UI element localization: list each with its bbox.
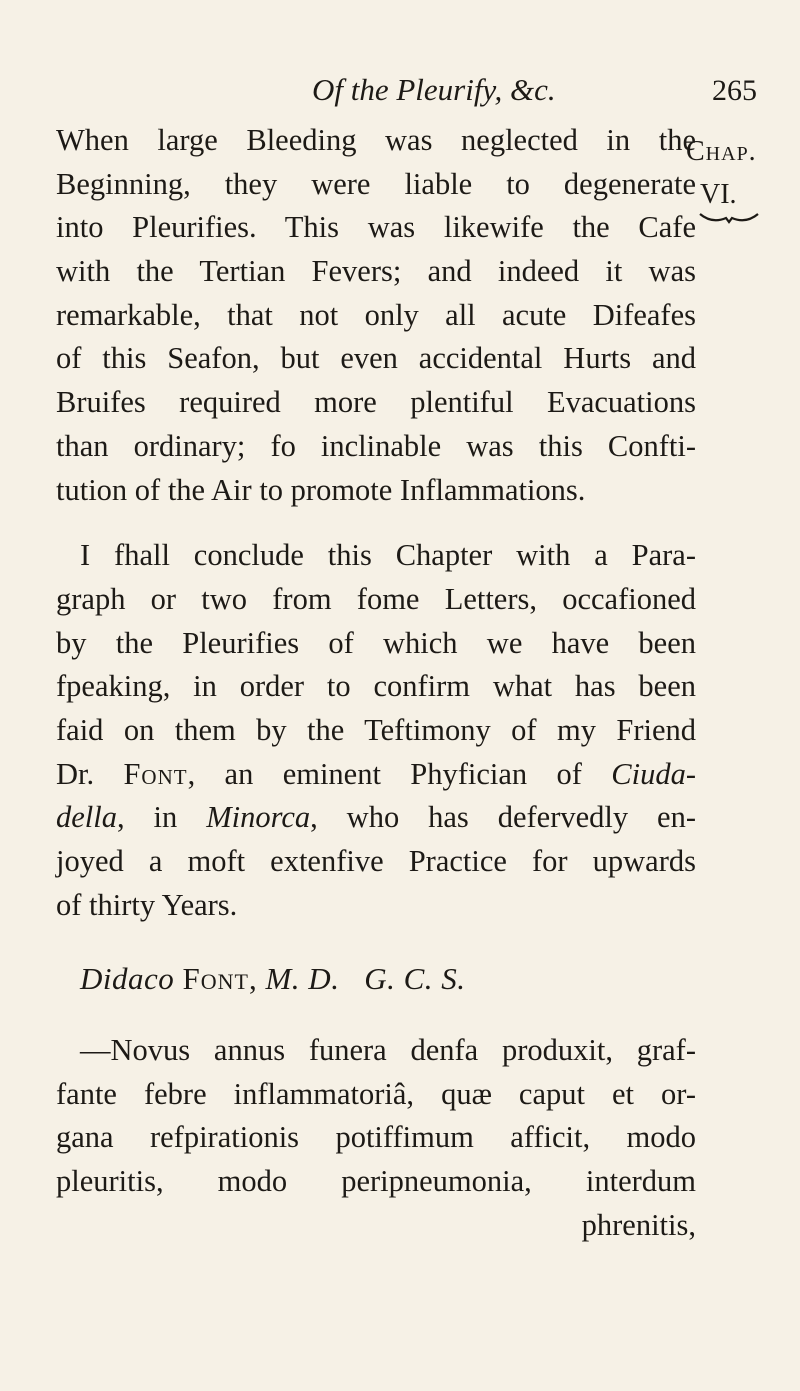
chapter-number: VI.: [700, 179, 737, 210]
place-name: Minorca: [206, 800, 311, 835]
paragraph-gap: [56, 512, 696, 534]
text-line: joyed a moft extenfive Practice for upwards: [56, 844, 696, 878]
chapter-label: Chap.: [686, 136, 757, 167]
text-segment: Dr.: [56, 756, 124, 791]
text-line: gana refpirationis potiffimum afficit, modo: [56, 1120, 696, 1155]
text-segment: , in: [117, 800, 207, 835]
signature-titles: M. D. G. C. S.: [265, 961, 466, 997]
paragraph-gap: [56, 927, 696, 957]
text-line: Bruifes required more plentiful Evacuations: [56, 385, 696, 420]
signature-first-name: Didaco: [80, 961, 175, 997]
text-line: [56, 753, 696, 797]
text-segment: , who has defervedly en-: [310, 800, 696, 835]
page-number: 265: [712, 74, 757, 107]
letter-signature: Didaco Font, M. D. G. C. S.: [80, 961, 466, 997]
place-name: Ciuda-: [611, 756, 696, 791]
paragraph-1: [56, 119, 696, 512]
text-line: —Novus annus funera denfa produxit, graf-: [80, 1033, 696, 1068]
latin-quotation: [56, 1029, 696, 1247]
page-header: [0, 72, 800, 112]
text-line: When large Bleeding was neglected in the: [56, 123, 696, 157]
text-line: into Pleurifies. This was likewife the Cafe: [56, 210, 696, 245]
text-line: remarkable, that not only all acute Difeafes: [56, 297, 696, 332]
text-line: I fhall conclude this Chapter with a Para-: [80, 538, 696, 573]
text-line: by the Pleurifies of which we have been: [56, 625, 696, 660]
text-line: with the Tertian Fevers; and indeed it was: [56, 254, 696, 289]
text-line: graph or two from fome Letters, occafioned: [56, 581, 696, 616]
text-line: of thirty Years.: [56, 887, 238, 922]
person-name: Font: [123, 756, 188, 791]
text-segment: , an eminent Phyfician of: [187, 756, 612, 791]
paragraph-2: [56, 534, 696, 927]
text-line: of this Seafon, but even accidental Hurts and: [56, 341, 696, 376]
text-line: [56, 796, 696, 840]
text-line: faid on them by the Teftimony of my Friend: [56, 712, 696, 747]
text-line: Beginning, they were liable to degenerate: [56, 166, 696, 201]
signature-surname: Font: [182, 961, 249, 997]
running-title: Of the Pleurify, &c.: [312, 72, 556, 107]
place-name: della: [56, 800, 117, 835]
body-text: [56, 119, 696, 1248]
text-line: than ordinary; fo inclinable was this Confti-: [56, 428, 696, 463]
chapter-margin-note: [686, 130, 800, 226]
text-line: phrenitis,: [581, 1207, 696, 1242]
text-line: pleuritis, modo peripneumonia, interdum: [56, 1164, 696, 1199]
text-line: fpeaking, in order to confirm what has been: [56, 669, 696, 704]
text-line: tution of the Air to promote Inflammations.: [56, 472, 586, 507]
text-line: fante febre inflammatoriâ, quæ caput et or-: [56, 1076, 696, 1111]
paragraph-gap: [56, 1001, 696, 1029]
